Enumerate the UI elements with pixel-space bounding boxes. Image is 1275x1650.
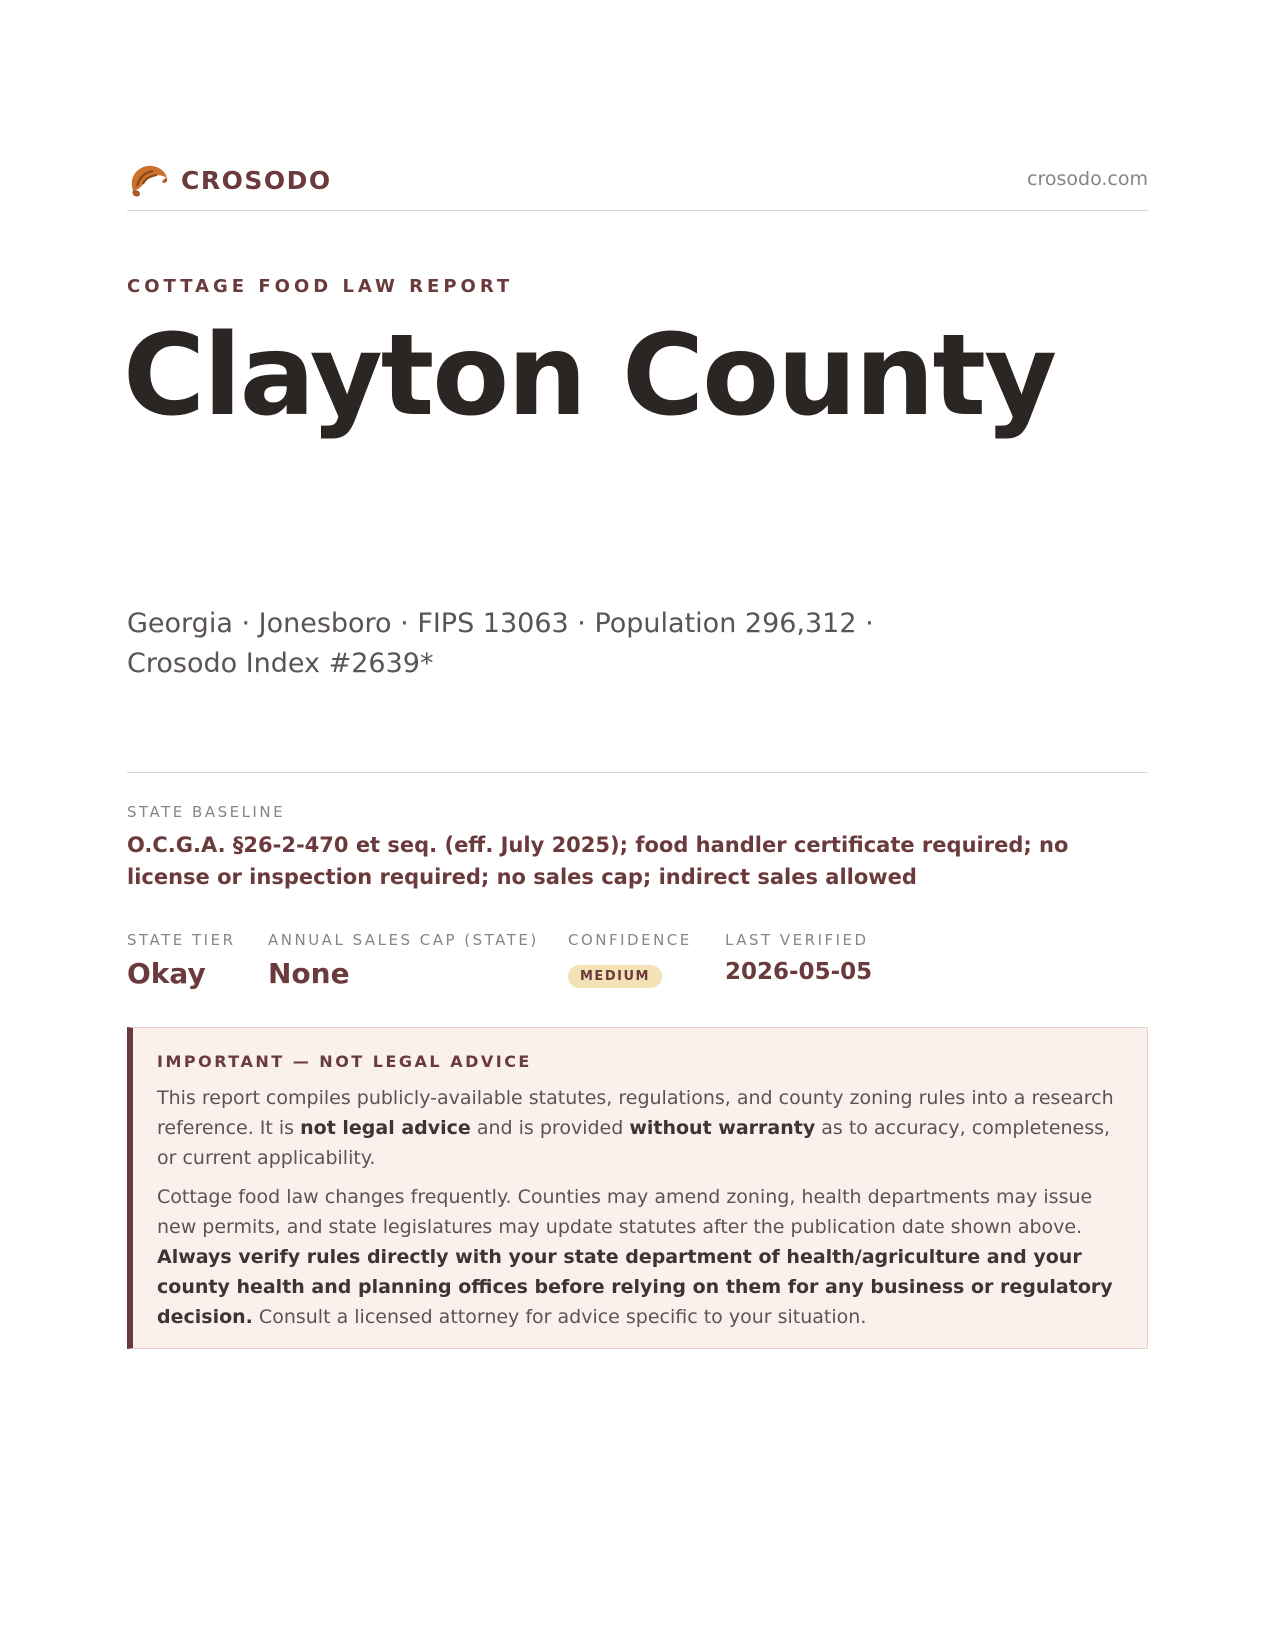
state-baseline-label: STATE BASELINE xyxy=(127,803,286,821)
stat-confidence xyxy=(568,931,692,988)
last-verified-value: 2026-05-05 xyxy=(725,959,873,985)
notice-paragraph-2: Cottage food law changes frequently. Counties may amend zoning, health departments may issue new permits, and state legislatures may update statutes after the publication date shown above. Always verify rules directly with your state department of health/agriculture and your county health and planning offices before relying on them for any business or regulatory decision. Consult a licensed attorney for advice specific to your situation. xyxy=(157,1186,1113,1328)
section-divider xyxy=(127,772,1148,773)
notice-title: IMPORTANT — NOT LEGAL ADVICE xyxy=(157,1052,532,1071)
sales-cap-value: None xyxy=(268,957,350,990)
brand[interactable] xyxy=(127,160,332,200)
brand-name: CROSODO xyxy=(181,165,332,195)
confidence-label: CONFIDENCE xyxy=(568,931,692,949)
page-header xyxy=(127,158,1148,211)
county-meta: Georgia · Jonesboro · FIPS 13063 · Population 296,312 · Crosodo Index #2639* xyxy=(127,608,874,679)
notice-paragraph-1: This report compiles publicly-available statutes, regulations, and county zoning rules into a research reference. It is not legal advice and is provided without warranty as to accuracy, completeness, or current applicability. xyxy=(157,1087,1114,1169)
last-verified-label: LAST VERIFIED xyxy=(725,931,869,949)
legal-notice xyxy=(127,1027,1148,1349)
croissant-icon xyxy=(127,160,169,200)
sales-cap-label: ANNUAL SALES CAP (STATE) xyxy=(268,931,539,949)
state-tier-label: STATE TIER xyxy=(127,931,236,949)
state-tier-value: Okay xyxy=(127,957,206,990)
site-url[interactable]: crosodo.com xyxy=(1027,168,1148,190)
state-baseline-text: O.C.G.A. §26-2-470 et seq. (eff. July 2025); food handler certificate required; no license or inspection required; no sales cap; indirect sales allowed xyxy=(127,833,1069,889)
page-title: Clayton County xyxy=(123,311,1056,441)
stat-sales-cap xyxy=(268,931,539,990)
report-eyebrow: COTTAGE FOOD LAW REPORT xyxy=(127,276,514,297)
confidence-badge: MEDIUM xyxy=(568,965,662,988)
stat-last-verified xyxy=(725,931,872,985)
stat-state-tier xyxy=(127,931,236,990)
